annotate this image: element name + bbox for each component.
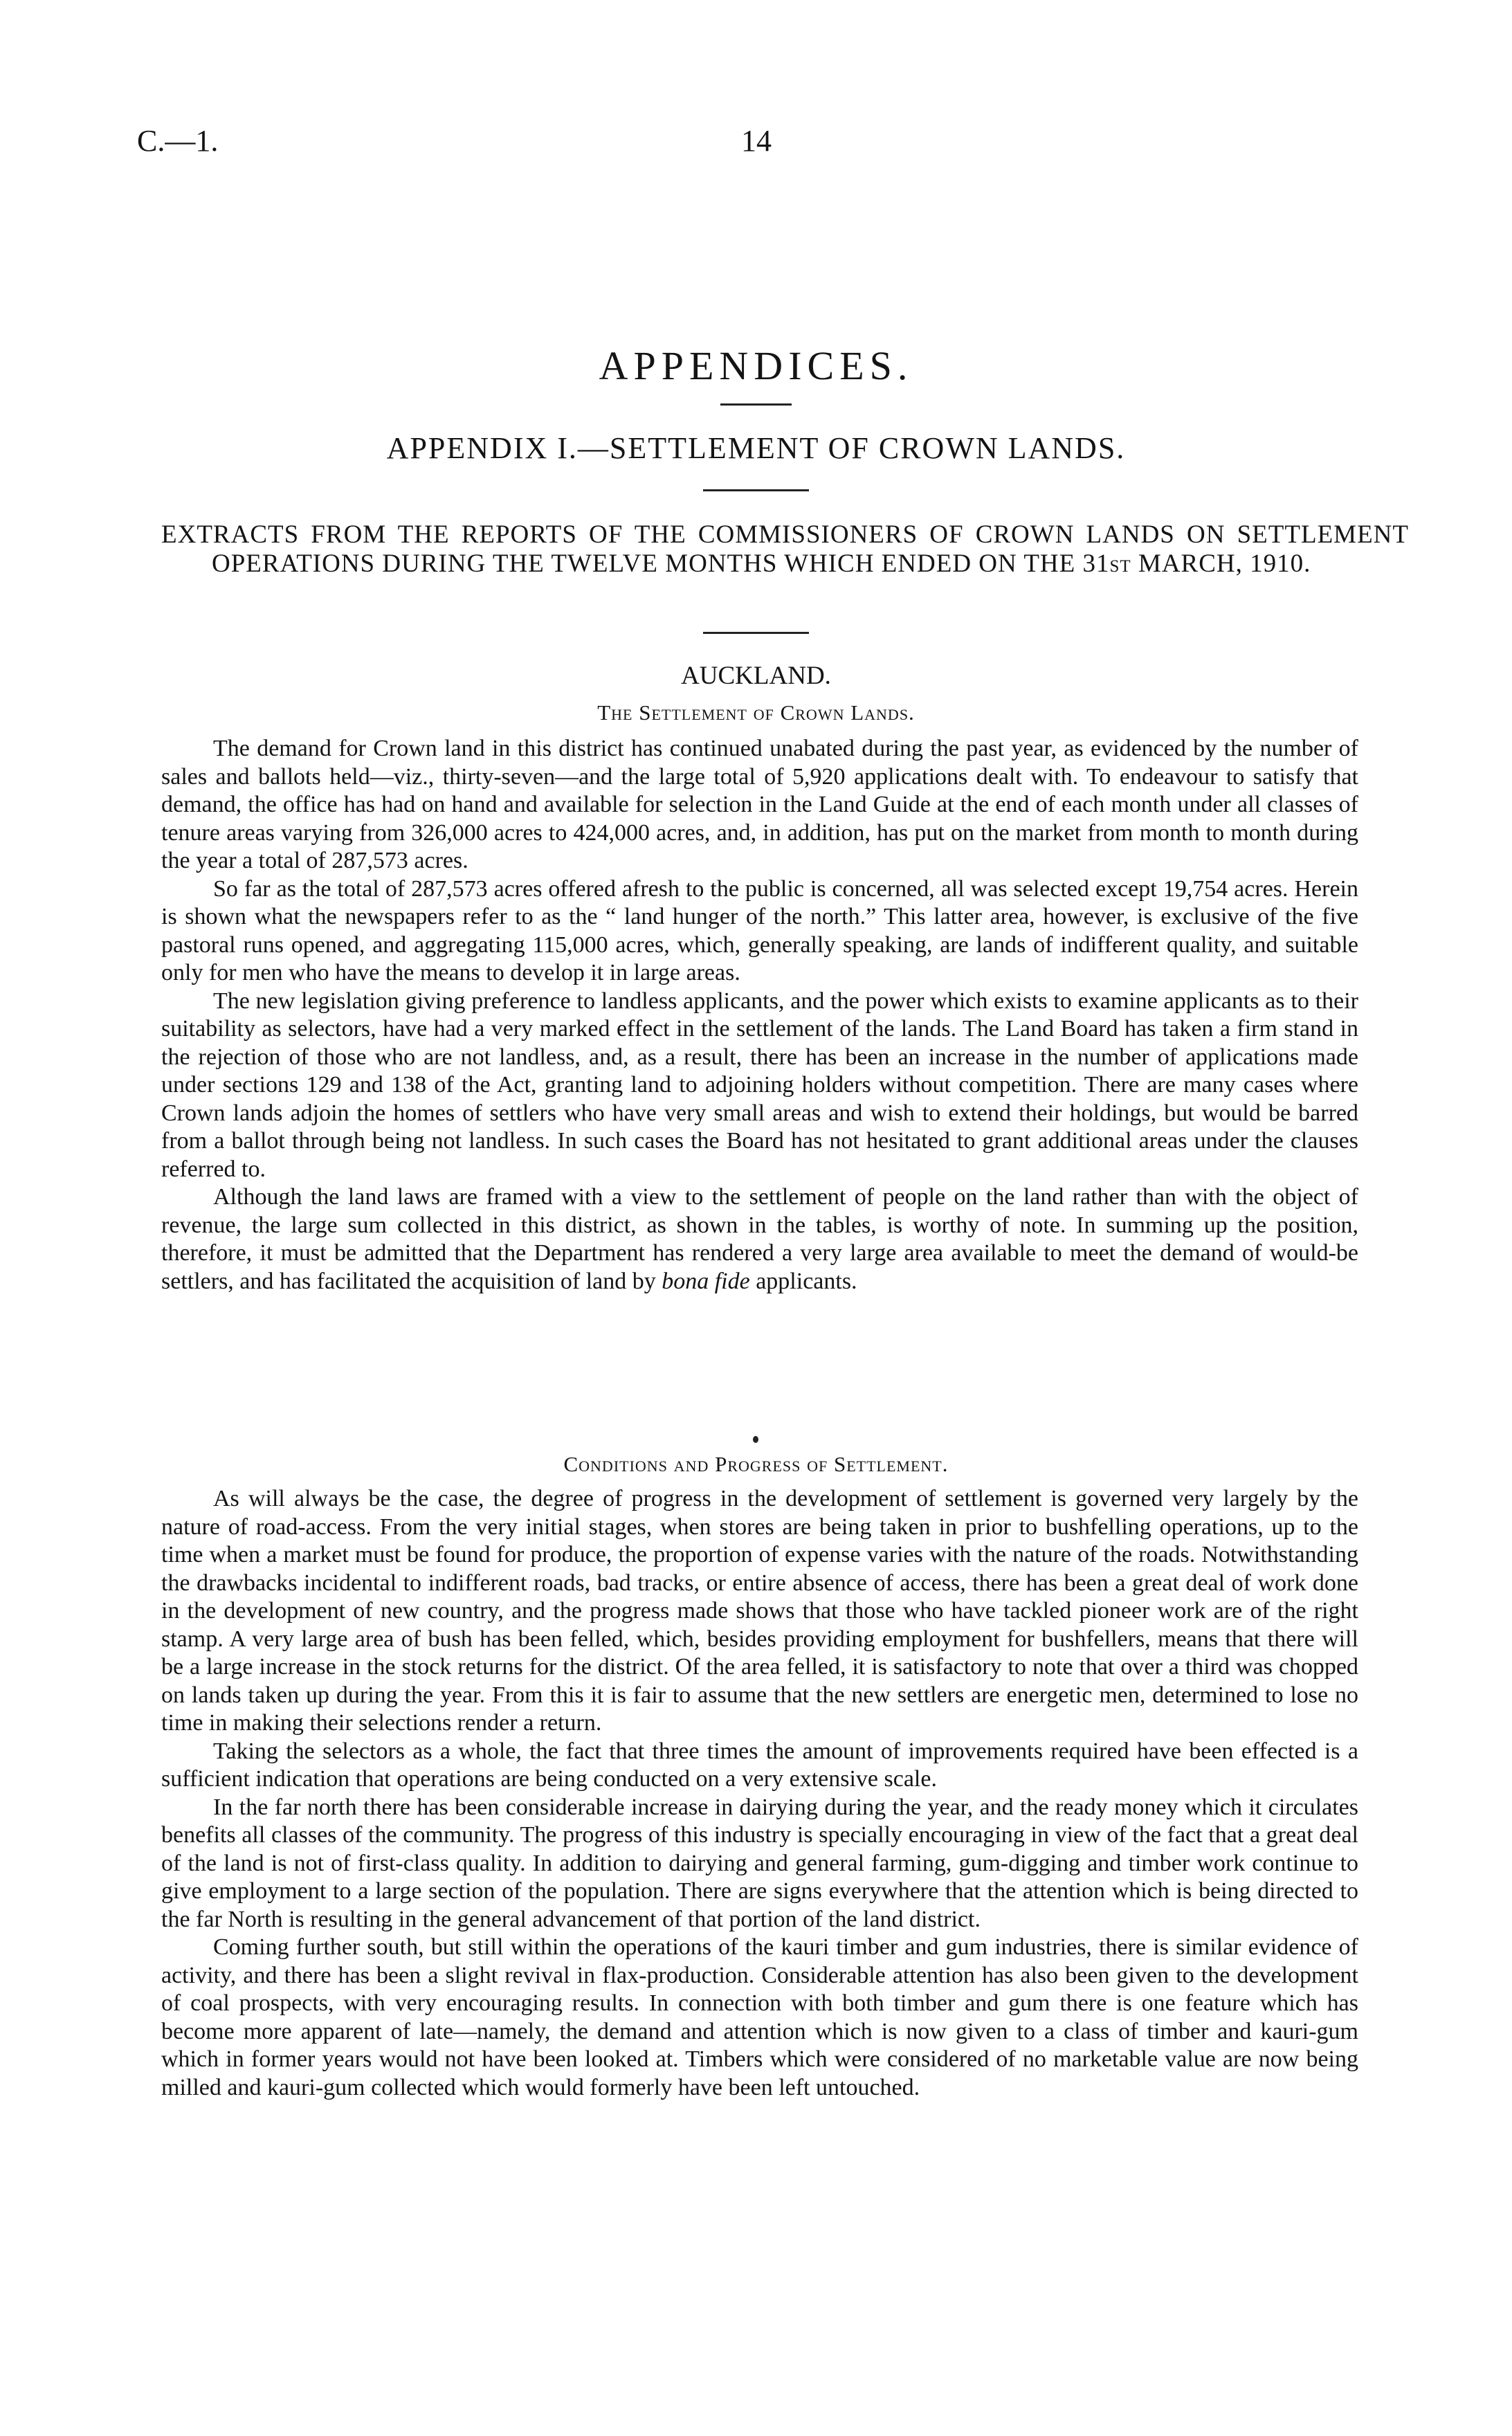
paragraph: So far as the total of 287,573 acres offered afresh to the public is concerned, all was selected except 19,754 acres. Herein is shown what the newspapers refer to as the “ land hunger of the north.” This latter area, however, is exclusive of the five pastoral runs opened, and aggregating 115,000 acres, which, generally speaking, are lands of indifferent quality, and suitable only for men who have the means to develop it in large areas. [161, 875, 1358, 985]
extracts-text: EXTRACTS FROM THE REPORTS OF THE COMMISSIONERS OF CROWN LANDS ON SETTLEMENT OPERATIONS DURING THE TWELVE MONTHS WHICH ENDED ON THE 31 [161, 520, 1409, 578]
ornament-dot [753, 1436, 758, 1443]
section-body [161, 1485, 1358, 2102]
running-header [137, 123, 1376, 165]
paragraph: As will always be the case, the degree of progress in the development of settlement is governed very largely by the nature of road-access. From the very initial stages, when stores are being taken in prior to bushfelling operations, up to the time when a market must be found for produce, the proportion of expense varies with the nature of the roads. Notwithstanding the drawbacks incidental to indifferent roads, bad tracks, or entire absence of access, there has been a great deal of work done in the development of new country, and the progress made shows that those who have tackled pioneer work are of the right stamp. A very large area of bush has been felled, which, besides providing employment for bushfellers, means that there will be a large increase in the stock returns for the district. Of the area felled, it is satisfactory to note that over a third was chopped on lands taken up during the year. From this it is fair to assume that the new settlers are energetic men, determined to lose no time in making their selections render a return. [161, 1486, 1358, 1736]
paragraph: Taking the selectors as a whole, the fact that three times the amount of improvements required have been effected is a sufficient indication that operations are being conducted on a very extensive scale. [161, 1738, 1358, 1792]
section-heading: The Settlement of Crown Lands. [597, 700, 915, 725]
district-heading: AUCKLAND. [681, 662, 831, 690]
section-heading: Conditions and Progress of Settlement. [563, 1452, 949, 1476]
paragraph: Coming further south, but still within the operations of the kauri timber and gum industries, there is similar evidence of activity, and there has been a slight revival in flax-production. Considerable attention has also been given to the development of coal prospects, with very encouraging results. In connection with both timber and gum there is one feature which has become more apparent of late—namely, the demand and attention which is now given to a class of timber and kauri-gum which in former years would not have been looked at. Timbers which were considered of no marketable value are now being milled and kauri-gum collected which would formerly have been left untouched. [161, 1934, 1358, 2100]
paragraph: The demand for Crown land in this district has continued unabated during the past year, as evidenced by the number of sales and ballots held—viz., thirty-seven—and the large total of 5,920 applications dealt with. To endeavour to satisfy that demand, the office has had on hand and available for selection in the Land Guide at the end of each month under all classes of tenure areas varying from 326,000 acres to 424,000 acres, and, in addition, has put on the market from month to month during the year a total of 287,573 acres. [161, 736, 1358, 873]
appendices-title: APPENDICES. [599, 343, 913, 388]
paragraph-text: applicants. [749, 1268, 857, 1294]
ordinal-suffix: ST [1109, 557, 1131, 576]
extracts-date: MARCH, 1910. [1131, 549, 1311, 578]
paragraph [161, 1183, 1358, 1296]
section-body [161, 735, 1358, 1296]
page-number: 14 [741, 124, 772, 158]
appendix-title: APPENDIX I.—SETTLEMENT OF CROWN LANDS. [386, 431, 1126, 465]
paragraph: In the far north there has been considerable increase in dairying during the year, and the ready money which it circulates benefits all classes of the community. The progress of this industry is specially encouraging in view of the fact that a great deal of the land is not of first-class quality. In addition to dairying and general farming, gum-digging and timber work continue to give employment to a large section of the population. There are signs everywhere that the attention which is being directed to the far North is resulting in the general advancement of that portion of the land district. [161, 1794, 1358, 1932]
divider-rule [720, 403, 792, 406]
extracts-heading [161, 520, 1409, 581]
series-label: C.—1. [137, 124, 219, 158]
paragraph-text: Although the land laws are framed with a view to the settlement of people on the land rather than with the object of revenue, the large sum collected in this district, as shown in the tables, is worthy of note. In summing up the position, therefore, it must be admitted that the Department has rendered a very large area available to meet the demand of would-be settlers, and has facilitated the acquisition of land by [161, 1184, 1358, 1294]
paragraph: The new legislation giving preference to landless applicants, and the power which exists to examine applicants as to their suitability as selectors, have had a very marked effect in the settlement of the lands. The Land Board has taken a firm stand in the rejection of those who are not landless, and, as a result, there has been an increase in the number of applications made under sections 129 and 138 of the Act, granting land to adjoining holders without competition. There are many cases where Crown lands adjoin the homes of settlers who have very small areas and wish to extend their holdings, but would be barred from a ballot through being not landless. In such cases the Board has not hesitated to grant additional areas under the clauses referred to. [161, 988, 1358, 1182]
divider-rule [703, 489, 809, 491]
italic-term: bona fide [662, 1268, 750, 1294]
divider-rule [703, 632, 809, 634]
